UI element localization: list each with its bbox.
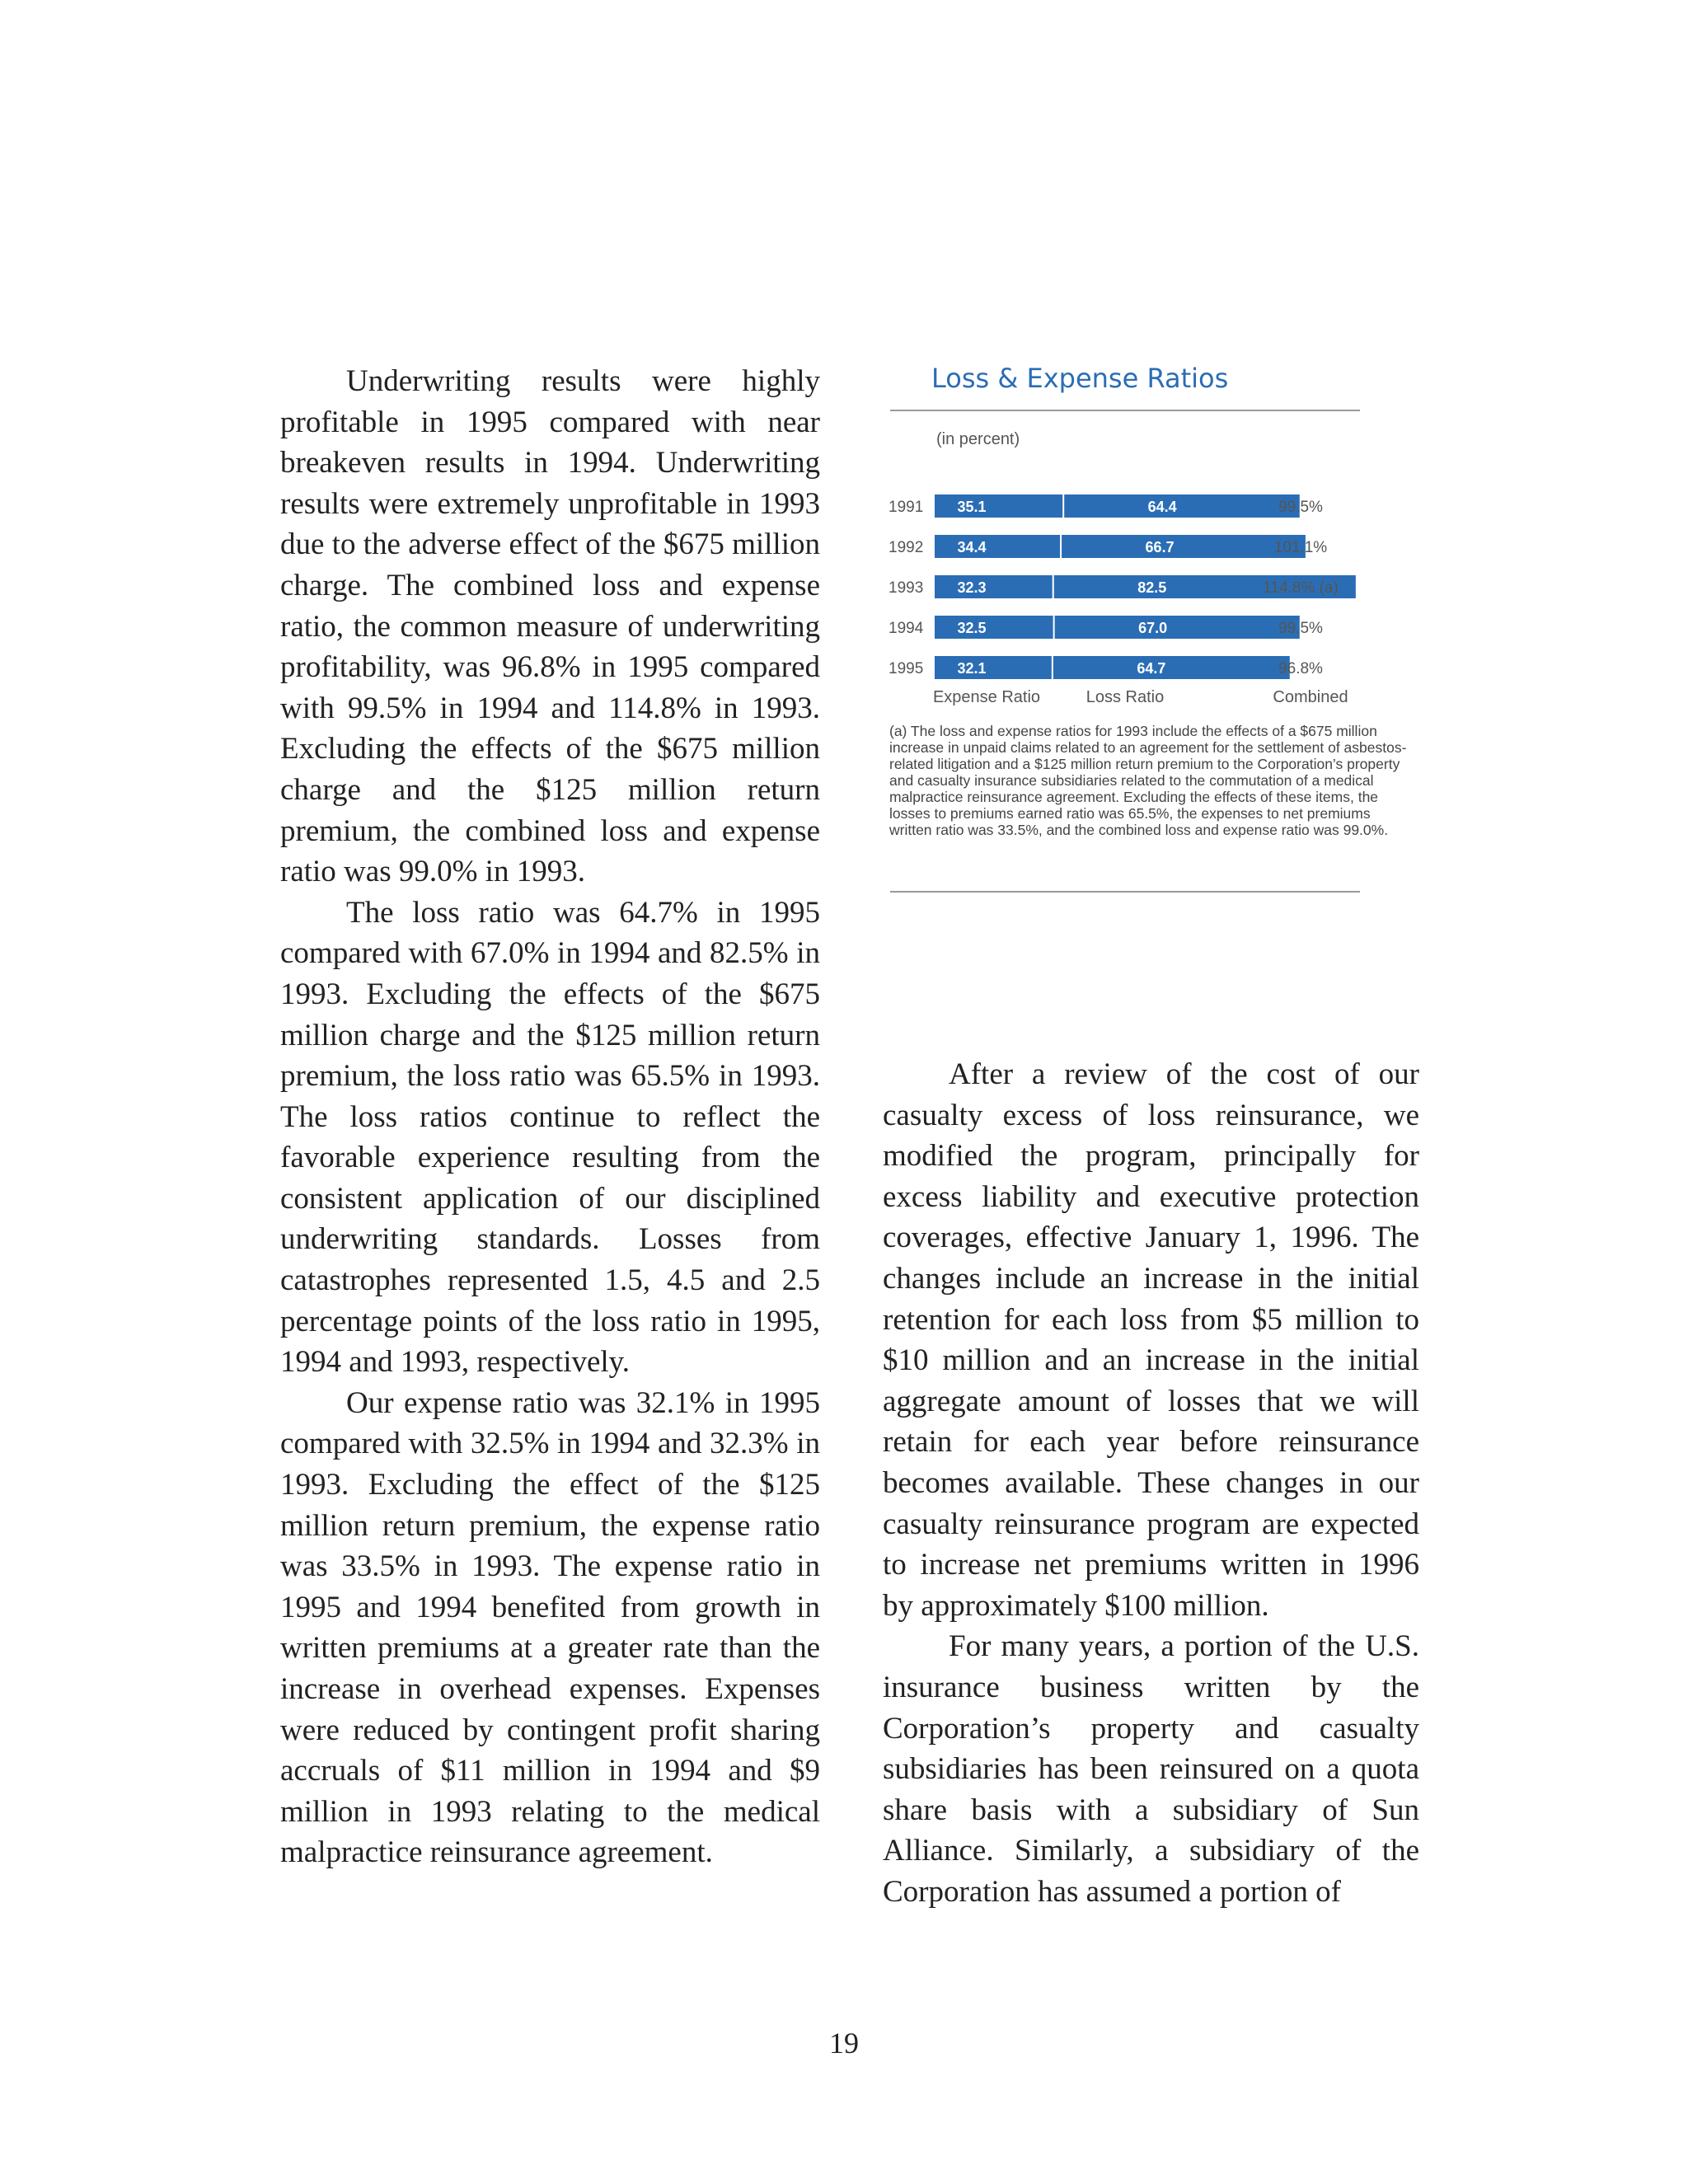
- combined-value-label: 101.1%: [1273, 539, 1328, 556]
- year-label: 1991: [889, 499, 924, 516]
- combined-value-label: 96.8%: [1278, 660, 1323, 677]
- year-label: 1992: [889, 539, 924, 556]
- loss-ratio-bar: [1061, 535, 1306, 558]
- expense-ratio-bar: [935, 494, 1063, 518]
- expense-ratio-bar: [935, 616, 1054, 639]
- chart-footnote: (a) The loss and expense ratios for 1993 include the effects of a $675 million increase in unpaid claims related to an agreement for the settlement of asbestos-related litigation and a $125 million return premium to the Corporation’s property and casualty insurance subsidiaries related to the commutation of a medical malpractice reinsurance agreement. Excluding the effects of these items, the losses to premiums earned ratio was 65.5%, the expenses to net premiums written ratio was 33.5%, and the combined loss and expense ratio was 99.0%.: [889, 723, 1407, 838]
- year-label: 1994: [889, 620, 924, 637]
- expense-ratio-bar: [935, 656, 1053, 679]
- expense-value-label: 32.1: [957, 660, 987, 677]
- loss-ratio-bar: [1054, 616, 1300, 639]
- left-text-column: [280, 361, 820, 1873]
- bars-layer: [889, 494, 1356, 706]
- year-label: 1995: [889, 660, 924, 677]
- loss-value-label: 82.5: [1137, 579, 1167, 596]
- paragraph-reinsurance: After a review of the cost of our casualty excess of loss reinsurance, we modified the program, principally for excess liability and executive protection coverages, effective January 1, 1996. The changes include an increase in the initial retention for each loss from $5 million to $10 million and an increase in the initial aggregate amount of losses that we will retain for each year before reinsurance becomes available. These changes in our casualty reinsurance program are expected to increase net premiums written in 1996 by approximately $100 million.: [883, 1057, 1419, 1623]
- loss-value-label: 64.7: [1137, 660, 1166, 677]
- expense-value-label: 32.3: [957, 579, 987, 596]
- paragraph-underwriting: Underwriting results were highly profitable in 1995 compared with near breakeven results in 1994. Underwriting results were extremely unprofitable in 1993 due to the adverse effect of the $675 million charge. The combined loss and expense ratio, the common measure of underwriting profitability, was 96.8% in 1995 compared with 99.5% in 1994 and 114.8% in 1993. Excluding the effects of the $675 million charge and the $125 million return premium, the combined loss and expense ratio was 99.0% in 1993.: [280, 364, 820, 889]
- chart-title: Loss & Expense Ratios: [931, 363, 1229, 394]
- expense-value-label: 32.5: [957, 620, 987, 636]
- chart-bottom-rule: [890, 891, 1360, 893]
- right-text-column: [883, 1054, 1419, 1912]
- expense-ratio-bar: [935, 535, 1061, 558]
- paragraph-quota-share: For many years, a portion of the U.S. insurance business written by the Corporation’s property and casualty subsidiaries has been reinsured on a quota share basis with a subsidiary of Sun Alliance. Similarly, a subsidiary of the Corporation has assumed a portion of: [883, 1629, 1419, 1909]
- paragraph-expense-ratio: Our expense ratio was 32.1% in 1995 compared with 32.5% in 1994 and 32.3% in 1993. Excluding the effect of the $125 million return premium, the expense ratio was 33.5% in 1993. The expense ratio in 1995 and 1994 benefited from growth in written premiums at a greater rate than the increase in overhead expenses. Expenses were reduced by contingent profit sharing accruals of $11 million in 1994 and $9 million in 1993 relating to the medical malpractice reinsurance agreement.: [280, 1385, 820, 1870]
- loss-ratio-bar: [1063, 494, 1300, 518]
- legend-loss-ratio: Loss Ratio: [1085, 688, 1165, 706]
- loss-ratio-bar: [1053, 656, 1290, 679]
- paragraph-loss-ratio: The loss ratio was 64.7% in 1995 compared with 67.0% in 1994 and 82.5% in 1993. Excluding the effects of the $675 million charge and the $125 million return premium, the loss ratio was 65.5% in 1993. The loss ratios continue to reflect the favorable experience resulting from the consistent application of our disciplined underwriting standards. Losses from catastrophes represented 1.5, 4.5 and 2.5 percentage points of the loss ratio in 1995, 1994 and 1993, respectively.: [280, 895, 820, 1380]
- loss-value-label: 66.7: [1145, 539, 1175, 555]
- loss-value-label: 64.4: [1147, 499, 1177, 515]
- legend-combined: Combined: [1273, 688, 1348, 706]
- year-label: 1993: [889, 579, 924, 597]
- loss-expense-chart: [874, 416, 1401, 713]
- expense-value-label: 34.4: [957, 539, 987, 555]
- expense-value-label: 35.1: [957, 499, 987, 515]
- legend-expense-ratio: Expense Ratio: [932, 688, 1041, 706]
- loss-value-label: 67.0: [1138, 620, 1168, 636]
- expense-ratio-bar: [935, 575, 1053, 598]
- combined-value-label: 99.5%: [1278, 620, 1323, 637]
- combined-value-label: 114.8% (a): [1263, 579, 1339, 597]
- chart-top-rule: [890, 410, 1360, 411]
- combined-value-label: 99.5%: [1278, 499, 1323, 516]
- page-number: 19: [829, 2027, 859, 2060]
- chart-subtitle: (in percent): [936, 430, 1020, 448]
